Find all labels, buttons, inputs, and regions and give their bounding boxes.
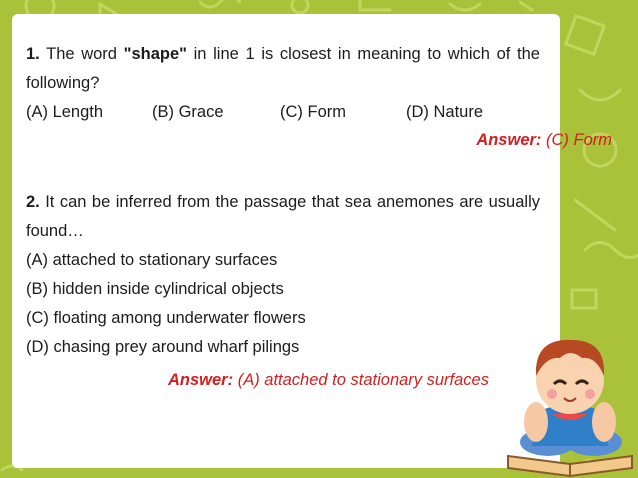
- question-1-option-c: (C) Form: [280, 103, 346, 121]
- question-1-number: 1.: [26, 45, 40, 63]
- question-1-keyword: "shape": [123, 45, 187, 63]
- question-1-answer-value: (C) Form: [541, 131, 612, 149]
- question-1: [26, 40, 540, 127]
- question-2: [26, 188, 540, 362]
- question-2-text: [26, 188, 540, 246]
- question-2-answer-value: (A) attached to stationary surfaces: [233, 371, 489, 389]
- question-2-answer-label: Answer:: [168, 371, 234, 389]
- question-2-answer: [168, 366, 489, 395]
- question-2-option-d: (D) chasing prey around wharf pilings: [26, 338, 300, 356]
- question-1-option-b: (B) Grace: [152, 103, 224, 121]
- question-1-text-before: The word: [39, 45, 124, 63]
- question-2-option-c: (C) floating among underwater flowers: [26, 309, 306, 327]
- question-1-option-d: (D) Nature: [406, 103, 484, 121]
- boy-reading-illustration: [500, 318, 638, 478]
- question-1-text-after: in line 1 is closest in meaning to which of the following?: [26, 45, 540, 92]
- question-1-options: [26, 98, 540, 127]
- question-2-number: 2.: [26, 193, 40, 211]
- question-1-answer-label: Answer:: [476, 131, 542, 149]
- question-1-text: [26, 40, 540, 98]
- question-1-answer: [212, 126, 612, 155]
- question-1-option-a: (A) Length: [26, 103, 104, 121]
- question-2-option-b: (B) hidden inside cylindrical objects: [26, 280, 284, 298]
- question-2-text-body: It can be inferred from the passage that sea anemones are usually found…: [26, 193, 540, 240]
- question-2-option-a: (A) attached to stationary surfaces: [26, 251, 278, 269]
